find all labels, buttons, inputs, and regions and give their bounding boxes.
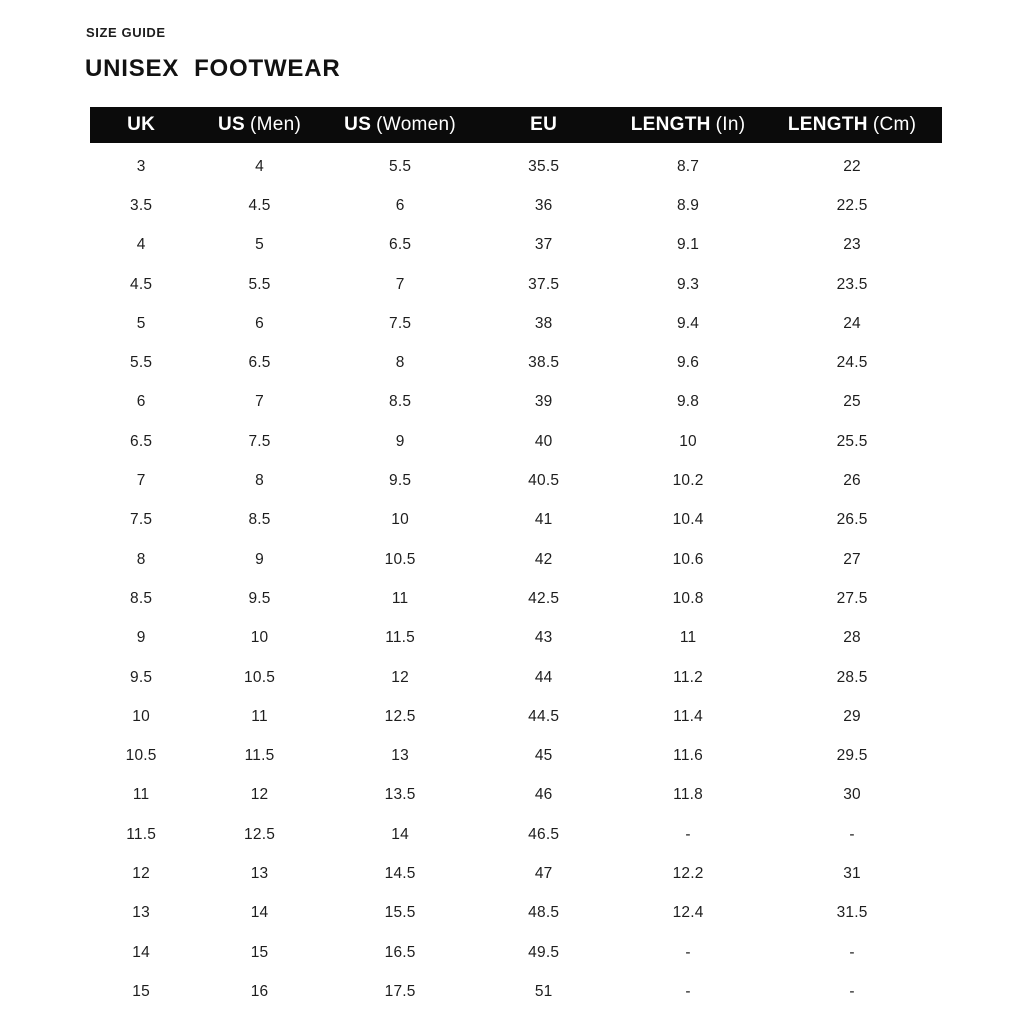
table-cell: 13 [250,864,269,882]
table-cell: 7 [255,393,264,411]
table-cell: 5.5 [130,354,153,372]
table-row [90,186,942,225]
table-cell: 24 [843,314,861,332]
table-cell: 10.5 [125,747,157,765]
table-row [90,304,942,343]
table-row [90,658,942,697]
table-cell: 9.3 [676,275,700,293]
table-cell: 48.5 [528,904,560,922]
table-cell: 10.5 [384,550,416,568]
table-cell: 13 [391,747,409,765]
table-cell: 36 [534,196,553,214]
table-cell: 12 [391,668,409,686]
size-guide-label: SIZE GUIDE [86,25,166,40]
table-row [90,736,942,775]
table-cell: 7.5 [389,314,412,332]
table-cell: - [849,825,855,843]
table-cell: 4 [136,236,146,254]
table-cell: 3 [136,157,146,175]
table-row [90,619,942,658]
table-cell: 7 [395,275,405,293]
table-cell: 22.5 [836,196,868,214]
size-table-header-row [90,107,942,143]
table-cell: 10.5 [244,668,276,686]
column-header-us-women-light: (Women) [376,114,457,135]
column-header-length-cm [762,114,942,136]
table-cell: 26 [843,472,861,490]
column-header-eu-bold: EU [530,114,558,135]
table-cell: 10.8 [672,589,704,607]
table-cell: 11 [679,629,697,647]
column-header-us-women-bold: US [344,114,372,135]
table-cell: 9.5 [248,589,271,607]
table-cell: 42 [534,550,553,568]
table-cell: 40 [534,432,553,450]
table-cell: 42.5 [528,589,560,607]
table-row [90,854,942,893]
table-cell: 16 [250,982,269,1000]
table-cell: 11.6 [673,747,703,765]
table-cell: 38.5 [528,354,560,372]
table-cell: 12.2 [672,864,704,882]
table-cell: - [685,943,691,961]
table-cell: 8.5 [248,511,271,529]
table-cell: 6.5 [389,236,412,254]
table-cell: 43 [534,629,553,647]
table-cell: 31.5 [836,904,868,922]
table-cell: 14 [250,904,269,922]
table-cell: 9.5 [389,472,412,490]
table-cell: 11.5 [385,629,416,647]
table-cell: 4.5 [130,275,153,293]
table-cell: 35.5 [528,157,560,175]
page-title: UNISEX FOOTWEAR [85,55,341,82]
column-header-length-cm-light: (Cm) [872,114,917,135]
column-header-length-in-bold: LENGTH [630,114,711,135]
table-row [90,815,942,854]
table-cell: 3.5 [130,196,153,214]
table-cell: 10 [391,511,409,529]
table-cell: 8 [255,472,264,490]
table-cell: 24.5 [836,354,868,372]
table-cell: 5 [136,314,146,332]
table-cell: 10.2 [672,472,704,490]
table-row [90,579,942,618]
table-cell: 11.5 [244,747,275,765]
table-cell: 6 [255,314,264,332]
table-cell: 6 [136,393,146,411]
table-cell: 26.5 [836,511,868,529]
table-row [90,147,942,186]
table-cell: 15 [250,943,269,961]
table-cell: 11.4 [673,707,703,725]
table-cell: 6.5 [248,354,271,372]
table-cell: - [685,825,691,843]
table-cell: 6 [395,196,405,214]
table-cell: 45 [534,747,553,765]
table-cell: 30 [843,786,861,804]
column-header-length-cm-bold: LENGTH [787,114,868,135]
table-cell: 8 [395,354,405,372]
table-cell: 28.5 [836,668,868,686]
table-cell: 41 [534,511,553,529]
table-row [90,933,942,972]
table-cell: 37.5 [528,275,560,293]
table-cell: 7.5 [248,432,271,450]
table-cell: 8.9 [676,196,700,214]
table-cell: 47 [534,864,553,882]
table-cell: 4.5 [248,196,271,214]
table-cell: 13.5 [384,786,416,804]
table-cell: 28 [843,629,861,647]
table-cell: - [849,982,855,1000]
table-cell: 8 [136,550,146,568]
table-cell: 8.7 [676,157,700,175]
table-cell: 4 [255,157,264,175]
table-row [90,501,942,540]
table-cell: 11 [251,707,268,725]
table-cell: 27 [843,550,861,568]
column-header-length-in [614,114,762,136]
table-cell: 22 [843,157,861,175]
table-row [90,265,942,304]
table-cell: - [849,943,855,961]
table-row [90,422,942,461]
table-row [90,972,942,1011]
table-cell: 9 [395,432,405,450]
table-cell: 11.8 [673,786,703,804]
table-cell: 9.8 [676,393,700,411]
table-cell: 40.5 [528,472,560,490]
table-cell: 29 [843,707,861,725]
table-cell: 10.6 [672,550,704,568]
table-cell: 15 [132,982,150,1000]
column-header-us-men [192,114,327,136]
table-row [90,776,942,815]
table-cell: 25.5 [836,432,868,450]
table-cell: 9.1 [676,236,700,254]
column-header-us-women [327,114,474,136]
column-header-uk-bold: UK [127,114,156,135]
table-cell: 17.5 [384,982,416,1000]
table-cell: 27.5 [836,589,868,607]
table-cell: 38 [534,314,553,332]
table-cell: 46 [534,786,553,804]
column-header-us-men-bold: US [217,114,245,135]
table-cell: 6.5 [130,432,153,450]
table-cell: 9 [255,550,264,568]
table-cell: 7.5 [130,511,153,529]
table-cell: 51 [534,982,553,1000]
column-header-us-men-light: (Men) [249,114,302,135]
table-cell: 16.5 [384,943,416,961]
table-cell: 39 [534,393,553,411]
table-cell: 5.5 [248,275,271,293]
table-cell: 44 [534,668,553,686]
table-cell: 12 [132,864,150,882]
table-cell: 7 [136,472,146,490]
table-cell: 11 [391,589,409,607]
table-cell: 11.5 [126,825,157,843]
table-cell: 14.5 [384,864,416,882]
table-cell: 10 [250,629,269,647]
table-cell: 37 [534,236,553,254]
table-cell: 12.5 [244,825,276,843]
table-cell: 46.5 [528,825,560,843]
table-cell: 31 [843,864,861,882]
table-row [90,894,942,933]
table-cell: 9 [136,629,146,647]
table-cell: 5.5 [389,157,412,175]
table-cell: 8.5 [130,589,153,607]
table-cell: 44.5 [528,707,560,725]
table-cell: 23.5 [836,275,868,293]
table-cell: 10 [679,432,697,450]
table-row [90,540,942,579]
table-cell: 9.5 [130,668,153,686]
table-cell: 14 [132,943,150,961]
table-cell: 10.4 [672,511,704,529]
table-cell: 12.5 [384,707,416,725]
table-cell: 8.5 [389,393,412,411]
table-row [90,697,942,736]
table-cell: 13 [132,904,150,922]
size-table-body [90,143,942,1012]
column-header-eu [473,114,614,136]
table-cell: 23 [843,236,861,254]
table-cell: 11 [132,786,150,804]
table-cell: - [685,982,691,1000]
table-row [90,343,942,382]
table-cell: 12.4 [672,904,704,922]
table-cell: 5 [255,236,264,254]
table-cell: 9.4 [676,314,700,332]
table-row [90,226,942,265]
column-header-length-in-light: (In) [715,114,746,135]
table-cell: 9.6 [676,354,700,372]
table-cell: 25 [843,393,861,411]
table-cell: 29.5 [836,747,868,765]
table-cell: 15.5 [384,904,416,922]
table-cell: 11.2 [673,668,703,686]
table-row [90,461,942,500]
table-row [90,383,942,422]
table-cell: 49.5 [528,943,560,961]
table-cell: 10 [132,707,150,725]
table-cell: 12 [250,786,269,804]
column-header-uk [90,114,192,136]
size-table [90,107,942,1012]
table-cell: 14 [391,825,409,843]
